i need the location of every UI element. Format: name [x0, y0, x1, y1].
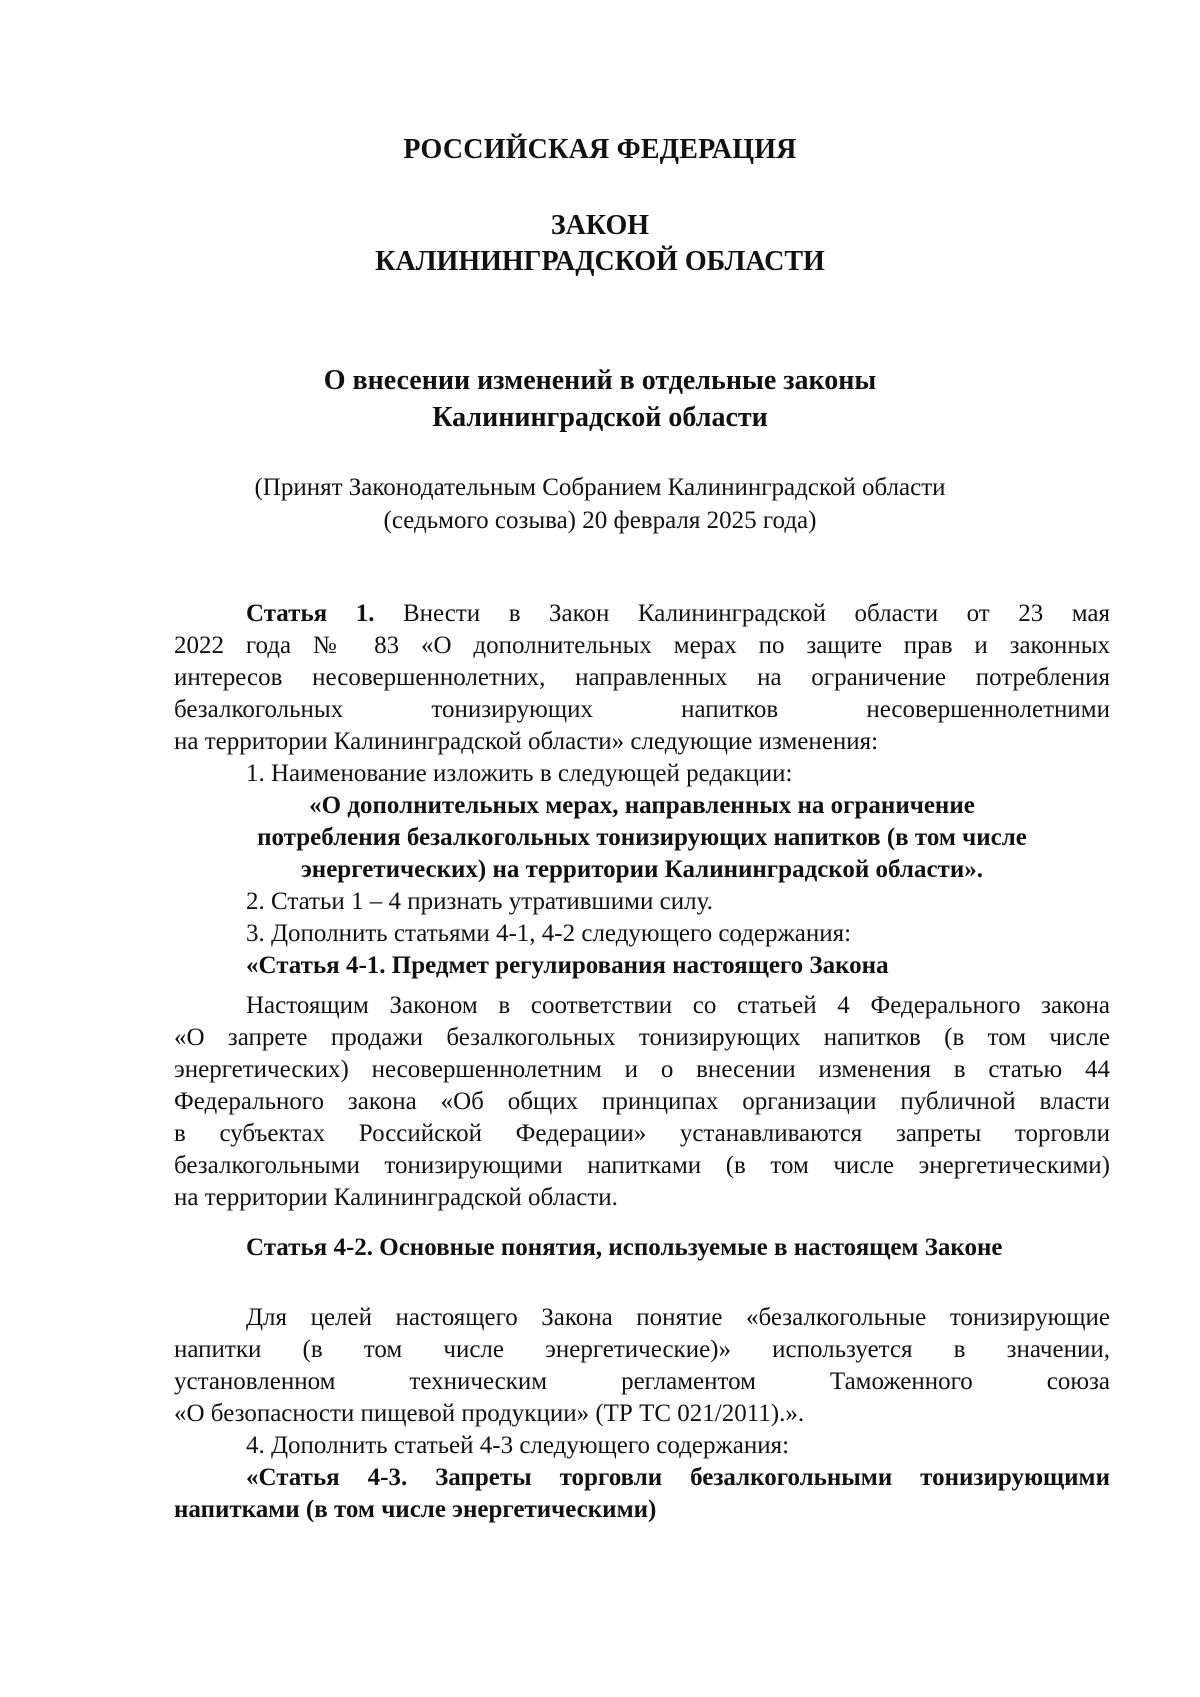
law-heading	[0, 208, 1200, 280]
article43-heading-line1: «Статья 4-3. Запреты торговли безалкогольными тонизирующими	[246, 1464, 1110, 1491]
law-heading-line1: ЗАКОН	[550, 210, 650, 241]
item4: 4. Дополнить статьей 4-3 следующего содержания:	[246, 1432, 790, 1459]
article42-heading-block	[174, 1232, 1110, 1264]
article1-label: Статья 1.	[246, 600, 375, 627]
article41-text-line3: энергетических) несовершеннолетним и о внесении изменения в статью 44	[174, 1056, 1110, 1083]
article1-paragraph	[174, 598, 1110, 982]
law-heading-line2: КАЛИНИНГРАДСКОЙ ОБЛАСТИ	[375, 246, 825, 277]
item2: 2. Статьи 1 – 4 признать утратившими силу.	[246, 888, 713, 915]
article42-text-line2: напитки (в том числе энергетические)» используется в значении,	[174, 1336, 1110, 1363]
adoption-note	[0, 471, 1200, 537]
article41-text	[174, 990, 1110, 1214]
article1-line5: на территории Калининградской области» следующие изменения:	[174, 728, 879, 755]
article41-text-line6: безалкогольными тонизирующими напитками (в том числе энергетическими)	[174, 1152, 1110, 1179]
article41-text-line7: на территории Калининградской области.	[174, 1184, 618, 1211]
article43-heading-line2: напитками (в том числе энергетическими)	[174, 1496, 657, 1523]
new-title-line2: потребления безалкогольных тонизирующих напитков (в том числе	[257, 824, 1027, 851]
article42-text-line1: Для целей настоящего Закона понятие «безалкогольные тонизирующие	[246, 1304, 1110, 1331]
article41-text-line2: «О запрете продажи безалкогольных тонизирующих напитков (в том числе	[174, 1024, 1110, 1051]
adoption-note-line1: (Принят Законодательным Собранием Калининградской области	[254, 474, 946, 501]
article41-heading: «Статья 4-1. Предмет регулирования настоящего Закона	[246, 952, 889, 979]
article1-line2: 2022 года № 83 «О дополнительных мерах по защите прав и законных	[174, 632, 1110, 659]
article42-text	[174, 1302, 1110, 1526]
article1-line1: Статья 1. Внести в Закон Калининградской области от 23 мая	[246, 600, 1110, 627]
new-title-line3: энергетических) на территории Калининградской области».	[301, 856, 983, 883]
law-title	[0, 362, 1200, 436]
item3: 3. Дополнить статьями 4-1, 4-2 следующего содержания:	[246, 920, 852, 947]
law-title-line1: О внесении изменений в отдельные законы	[323, 365, 877, 396]
new-title-line1: «О дополнительных мерах, направленных на ограничение	[309, 792, 975, 819]
item1: 1. Наименование изложить в следующей редакции:	[246, 760, 793, 787]
article42-text-line4: «О безопасности пищевой продукции» (ТР ТС 021/2011).».	[174, 1400, 805, 1427]
article1-line4: безалкогольных тонизирующих напитков несовершеннолетними	[174, 696, 1110, 723]
law-title-line2: Калининградской области	[432, 402, 768, 433]
article41-text-line1: Настоящим Законом в соответствии со статьей 4 Федерального закона	[246, 992, 1110, 1019]
article41-text-line5: в субъектах Российской Федерации» устанавливаются запреты торговли	[174, 1120, 1110, 1147]
federation-heading: РОССИЙСКАЯ ФЕДЕРАЦИЯ	[403, 134, 797, 165]
article42-heading: Статья 4-2. Основные понятия, используемые в настоящем Законе	[246, 1234, 1003, 1261]
article41-text-line4: Федерального закона «Об общих принципах организации публичной власти	[174, 1088, 1110, 1115]
article1-line3: интересов несовершеннолетних, направленных на ограничение потребления	[174, 664, 1110, 691]
article42-text-line3: установленном техническим регламентом Таможенного союза	[174, 1368, 1110, 1395]
adoption-note-line2: (седьмого созыва) 20 февраля 2025 года)	[383, 507, 817, 534]
